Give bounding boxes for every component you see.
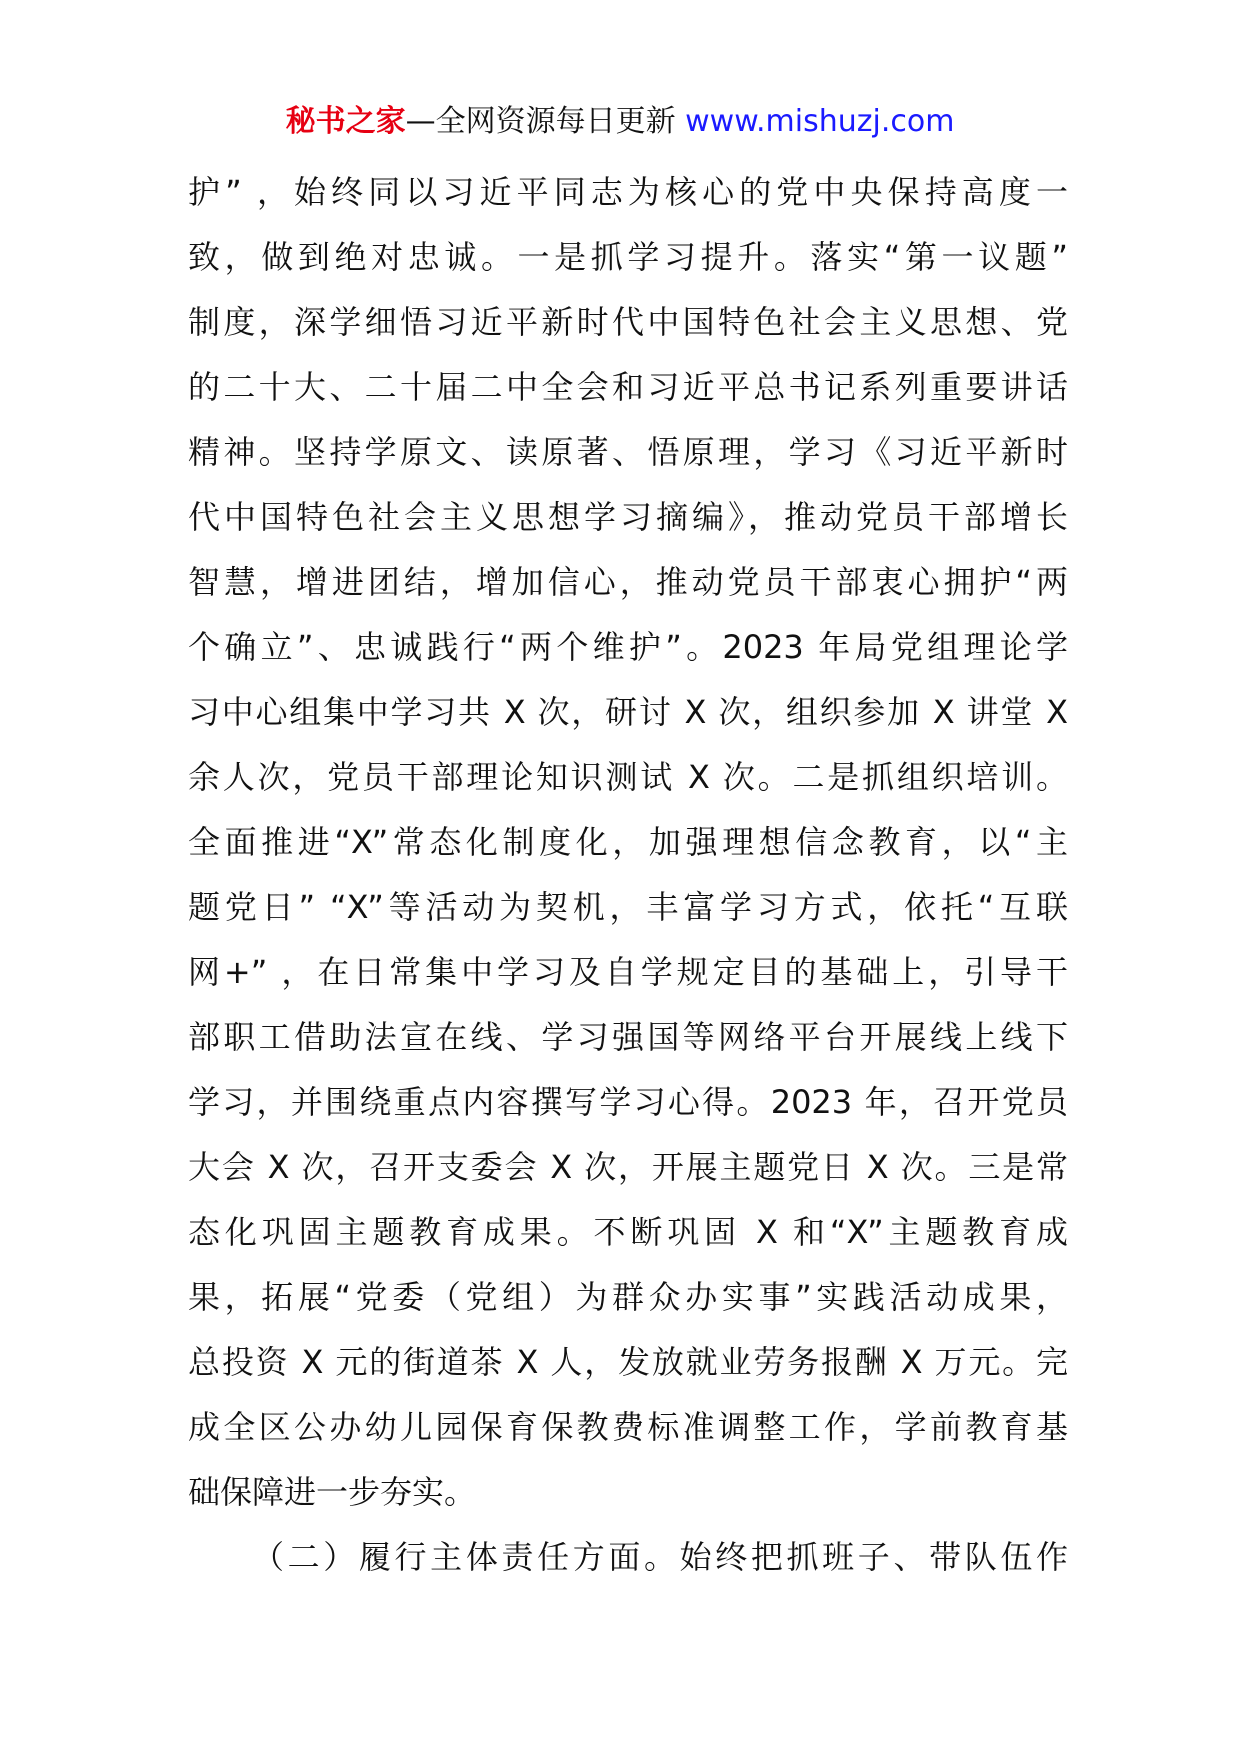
body-line: 网+” ，在日常集中学习及自学规定目的基础上，引导干 bbox=[188, 953, 1068, 991]
body-line: 总投资 X 元的街道茶 X 人，发放就业劳务报酬 X 万元。完 bbox=[188, 1343, 1068, 1381]
brand-name: 秘书之家 bbox=[285, 104, 406, 139]
paragraph-end-line: 础保障进一步夯实。 bbox=[188, 1473, 477, 1511]
body-line: 智慧，增进团结，增加信心，推动党员干部衷心拥护“两 bbox=[188, 563, 1068, 601]
body-line: 题党日” “X”等活动为契机，丰富学习方式，依托“互联 bbox=[188, 888, 1068, 926]
body-line: 大会 X 次，召开支委会 X 次，开展主题党日 X 次。三是常 bbox=[188, 1148, 1068, 1186]
body-line: 代中国特色社会主义思想学习摘编》，推动党员干部增长 bbox=[188, 498, 1068, 536]
body-line: 态化巩固主题教育成果。不断巩固 X 和“X”主题教育成 bbox=[188, 1213, 1068, 1251]
body-line: 习中心组集中学习共 X 次，研讨 X 次，组织参加 X 讲堂 X bbox=[188, 693, 1068, 731]
body-line: 护” ，始终同以习近平同志为核心的党中央保持高度一 bbox=[188, 173, 1068, 211]
body-line: 全面推进“X”常态化制度化，加强理想信念教育，以“主 bbox=[188, 823, 1068, 861]
body-line: 精神。坚持学原文、读原著、悟原理，学习《习近平新时 bbox=[188, 433, 1068, 471]
body-line: 成全区公办幼儿园保育保教费标准调整工作，学前教育基 bbox=[188, 1408, 1068, 1446]
body-line: 部职工借助法宣在线、学习强国等网络平台开展线上线下 bbox=[188, 1018, 1068, 1056]
body-line: 的二十大、二十届二中全会和习近平总书记系列重要讲话 bbox=[188, 368, 1068, 406]
page-header bbox=[0, 102, 1240, 142]
body-line: 学习，并围绕重点内容撰写学习心得。2023 年，召开党员 bbox=[188, 1083, 1068, 1121]
body-line: 果，拓展“党委（党组）为群众办实事”实践活动成果， bbox=[188, 1278, 1068, 1316]
body-line: 余人次，党员干部理论知识测试 X 次。二是抓组织培训。 bbox=[188, 758, 1068, 796]
body-line: 个确立”、忠诚践行“两个维护”。2023 年局党组理论学 bbox=[188, 628, 1068, 666]
body-line: 致，做到绝对忠诚。一是抓学习提升。落实“第一议题” bbox=[188, 238, 1068, 276]
header-tagline: —全网资源每日更新 bbox=[405, 104, 676, 139]
document-body bbox=[188, 160, 1068, 1590]
body-line: 制度，深学细悟习近平新时代中国特色社会主义思想、党 bbox=[188, 303, 1068, 341]
site-url-link[interactable]: www.mishuzj.com bbox=[685, 104, 955, 139]
section-heading-line: （二）履行主体责任方面。始终把抓班子、带队伍作 bbox=[252, 1538, 1068, 1576]
